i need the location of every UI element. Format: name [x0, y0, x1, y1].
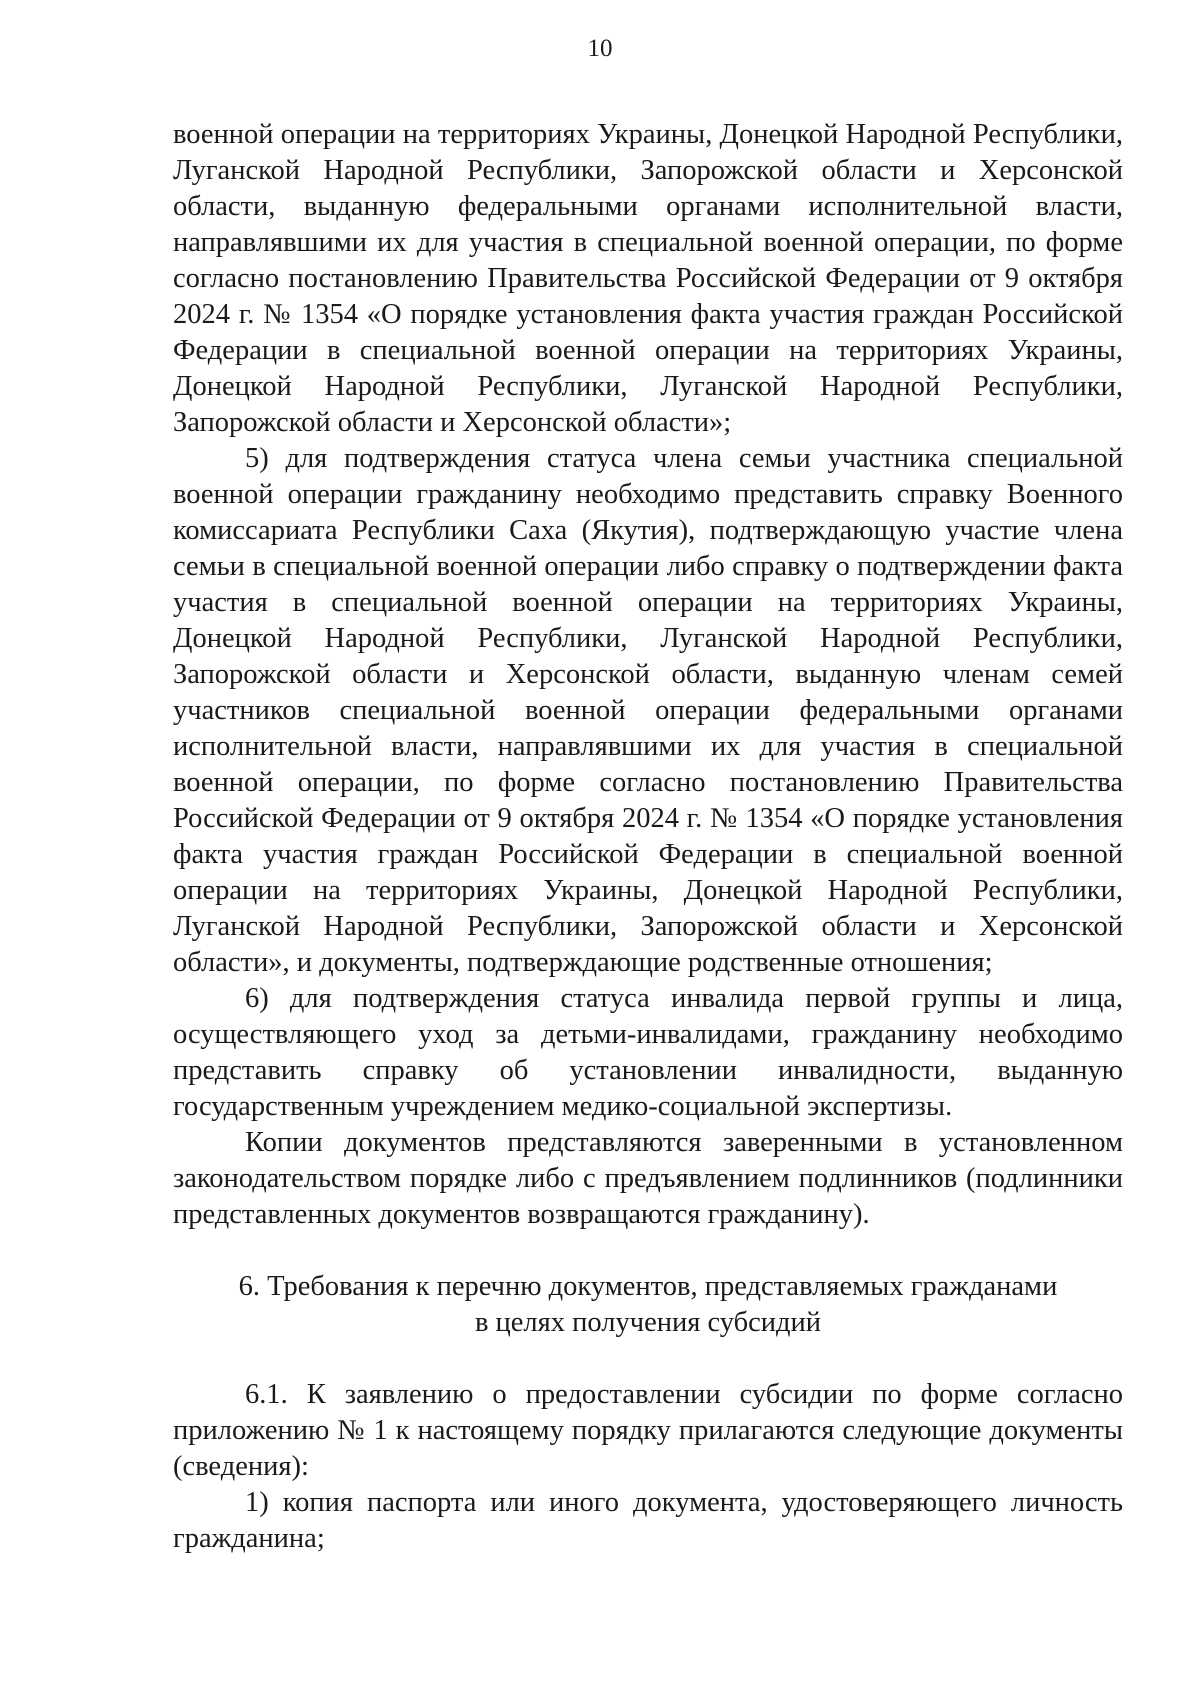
section-heading-line-1: 6. Требования к перечню документов, представляемых гражданами — [238, 1271, 1058, 1302]
paragraph-item-5: 5) для подтверждения статуса члена семьи участника специальной военной операции гражданину необходимо представить справку Военного комиссариата Республики Саха (Якутия), подтверждающую участие члена семьи в специальной военной операции либо справку о подтверждении факта участия в специальной военной операции на территориях Украины, Донецкой Народной Республики, Луганской Народной Республики, Запорожской области и Херсонской области, выданную членам семей участников специальной военной операции федеральными органами исполнительной власти, направлявшими их для участия в специальной военной операции, по форме согласно постановлению Правительства Российской Федерации от 9 октября 2024 г. № 1354 «О порядке установления факта участия граждан Российской Федерации в специальной военной операции на территориях Украины, Донецкой Народной Республики, Луганской Народной Республики, Запорожской области и Херсонской области», и документы, подтверждающие родственные отношения; — [173, 443, 1123, 978]
page-number: 10 — [587, 35, 613, 62]
paragraph-item-6: 6) для подтверждения статуса инвалида первой группы и лица, осуществляющего уход за детьми-инвалидами, гражданину необходимо представить справку об установлении инвалидности, выданную государственным учреждением медико-социальной экспертизы. — [173, 983, 1123, 1122]
paragraph-6-1: 6.1. К заявлению о предоставлении субсидии по форме согласно приложению № 1 к настоящему порядку прилагаются следующие документы (сведения): — [173, 1379, 1123, 1482]
paragraph-continuation: военной операции на территориях Украины, Донецкой Народной Республики, Луганской Народной Республики, Запорожской области и Херсонской области, выданную федеральными органами исполнительной власти, направлявшими их для участия в специальной военной операции, по форме согласно постановлению Правительства Российской Федерации от 9 октября 2024 г. № 1354 «О порядке установления факта участия граждан Российской Федерации в специальной военной операции на территориях Украины, Донецкой Народной Республики, Луганской Народной Республики, Запорожской области и Херсонской области»; — [173, 119, 1123, 438]
paragraph-item-1: 1) копия паспорта или иного документа, удостоверяющего личность гражданина; — [173, 1487, 1123, 1554]
section-heading-line-2: в целях получения субсидий — [474, 1307, 822, 1338]
paragraph-copies-note: Копии документов представляются заверенными в установленном законодательством порядке либо с предъявлением подлинников (подлинники представленных документов возвращаются гражданину). — [173, 1127, 1123, 1230]
section-heading — [173, 1269, 1123, 1341]
document-body — [173, 117, 1123, 1557]
